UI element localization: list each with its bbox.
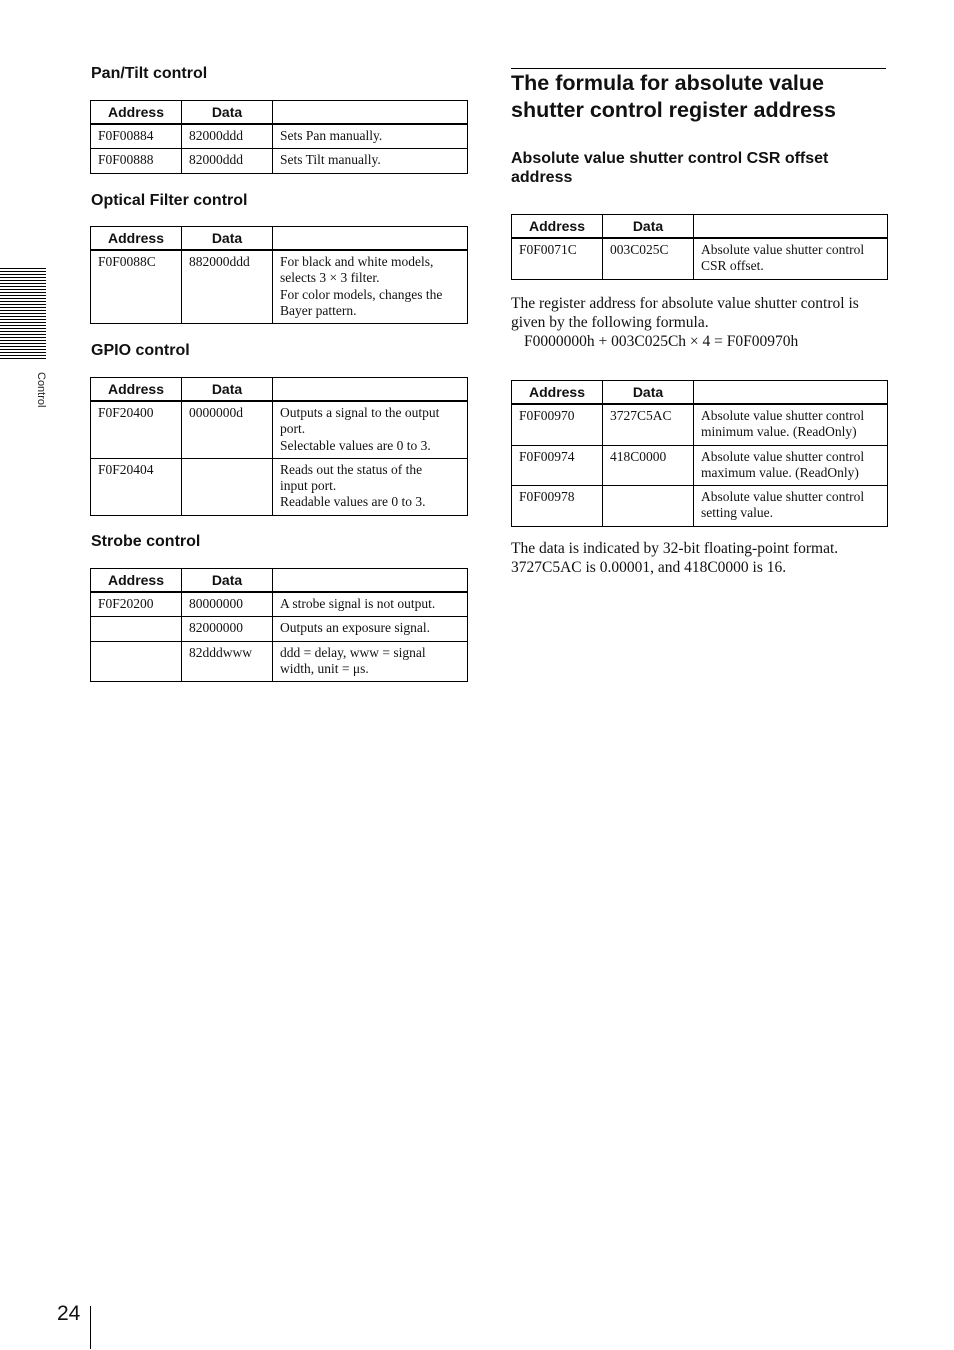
data-cell: 82000ddd (182, 149, 273, 173)
description-line: For black and white models, (280, 254, 434, 269)
data-cell: 82dddwww (182, 641, 273, 682)
column-header-data: Data (182, 101, 273, 125)
description-line: input port. (280, 478, 337, 494)
table-row (91, 641, 468, 682)
float-format-note (511, 539, 838, 577)
address-cell: F0F00888 (91, 149, 182, 173)
table-row (91, 592, 468, 617)
description-line: width, unit = μs. (280, 660, 369, 676)
description-line: Selectable values are 0 to 3. (280, 437, 431, 453)
data-cell: 3727C5AC (603, 404, 694, 445)
csr-offset-heading (511, 149, 828, 187)
address-cell: F0F00884 (91, 124, 182, 149)
column-header-description (273, 569, 468, 593)
column-header-data: Data (182, 227, 273, 251)
table-row (91, 617, 468, 641)
data-cell: 0000000d (182, 401, 273, 458)
description-line: Sets Pan manually. (280, 128, 383, 143)
description-cell (273, 250, 468, 324)
description-line: CSR offset. (701, 258, 764, 274)
column-header-description (273, 101, 468, 125)
side-tab-label: Control (35, 372, 47, 408)
title-rule (511, 68, 886, 69)
description-line: maximum value. (ReadOnly) (701, 464, 859, 480)
page-title-line: The formula for absolute value (511, 71, 824, 95)
description-line: Reads out the status of the (280, 461, 423, 477)
description-line: Absolute value shutter control (701, 242, 865, 257)
table-row (91, 458, 468, 515)
column-header-address: Address (91, 227, 182, 251)
table-row (91, 250, 468, 324)
paragraph-line: The register address for absolute value shutter control is (511, 295, 859, 312)
data-cell: 82000ddd (182, 124, 273, 149)
description-cell (273, 149, 468, 173)
data-cell: 003C025C (603, 238, 694, 279)
optical-filter-table (90, 226, 468, 324)
paragraph-line: The data is indicated by 32-bit floating-point format. (511, 540, 839, 557)
data-cell: 80000000 (182, 592, 273, 617)
description-cell (273, 592, 468, 617)
description-line: Bayer pattern. (280, 302, 357, 318)
table-row (91, 124, 468, 149)
description-line: minimum value. (ReadOnly) (701, 424, 857, 440)
description-cell (273, 617, 468, 641)
description-cell (273, 124, 468, 149)
table-row (91, 401, 468, 458)
address-cell: F0F0071C (512, 238, 603, 279)
description-cell (694, 404, 888, 445)
formula-line: F0000000h + 003C025Ch × 4 = F0F00970h (524, 333, 799, 350)
data-cell (603, 486, 694, 527)
column-header-data: Data (182, 569, 273, 593)
data-cell (182, 458, 273, 515)
column-header-address: Address (91, 101, 182, 125)
address-cell: F0F20404 (91, 458, 182, 515)
address-cell: F0F0088C (91, 250, 182, 324)
table-row (512, 404, 888, 445)
column-header-description (694, 215, 888, 239)
address-cell: F0F00974 (512, 445, 603, 486)
description-line: Sets Tilt manually. (280, 152, 381, 168)
description-line: Absolute value shutter control (701, 448, 865, 464)
column-header-data: Data (603, 215, 694, 239)
description-cell (694, 238, 888, 279)
description-line: port. (280, 421, 306, 437)
description-line: Outputs a signal to the output (280, 405, 440, 420)
column-header-address: Address (512, 215, 603, 239)
address-cell (91, 641, 182, 682)
column-header-address: Address (91, 569, 182, 593)
description-line: setting value. (701, 505, 773, 521)
table-row (512, 238, 888, 279)
description-line: selects 3 × 3 filter. (280, 270, 380, 286)
pan-tilt-heading: Pan/Tilt control (91, 65, 208, 82)
description-line: Readable values are 0 to 3. (280, 494, 426, 510)
column-header-description (273, 378, 468, 402)
description-cell (694, 486, 888, 527)
gpio-table (90, 377, 468, 516)
address-cell: F0F00970 (512, 404, 603, 445)
data-cell: 418C0000 (603, 445, 694, 486)
gpio-heading: GPIO control (91, 342, 190, 359)
description-line: Absolute value shutter control (701, 408, 865, 423)
column-header-data: Data (182, 378, 273, 402)
column-header-data: Data (603, 381, 694, 405)
data-cell: 82000000 (182, 617, 273, 641)
address-cell (91, 617, 182, 641)
page-title (511, 70, 836, 124)
description-cell (273, 641, 468, 682)
page-title-line: shutter control register address (511, 98, 836, 122)
description-line: ddd = delay, www = signal (280, 644, 426, 660)
page-number: 24 (57, 1302, 81, 1325)
address-cell: F0F20200 (91, 592, 182, 617)
description-line: Absolute value shutter control (701, 489, 865, 505)
pan-tilt-table (90, 100, 468, 174)
formula-paragraph (511, 294, 859, 351)
description-line: A strobe signal is not output. (280, 596, 436, 611)
description-cell (694, 445, 888, 486)
table-row (91, 149, 468, 173)
description-cell (273, 458, 468, 515)
shutter-register-table (511, 380, 888, 527)
column-header-description (273, 227, 468, 251)
optical-filter-heading: Optical Filter control (91, 192, 248, 209)
side-tab-bars (0, 268, 46, 360)
csr-offset-heading-line: address (511, 169, 573, 186)
address-cell: F0F20400 (91, 401, 182, 458)
csr-offset-table (511, 214, 888, 280)
data-cell: 882000ddd (182, 250, 273, 324)
column-header-address: Address (91, 378, 182, 402)
address-cell: F0F00978 (512, 486, 603, 527)
description-line: Outputs an exposure signal. (280, 620, 430, 636)
strobe-table (90, 568, 468, 682)
column-header-description (694, 381, 888, 405)
table-row (512, 445, 888, 486)
table-row (512, 486, 888, 527)
column-header-address: Address (512, 381, 603, 405)
paragraph-line: 3727C5AC is 0.00001, and 418C0000 is 16. (511, 559, 787, 576)
strobe-heading: Strobe control (91, 533, 201, 550)
paragraph-line: given by the following formula. (511, 314, 709, 331)
csr-offset-heading-line: Absolute value shutter control CSR offset (511, 150, 829, 167)
description-line: For color models, changes the (280, 286, 443, 302)
description-cell (273, 401, 468, 458)
page-number-rule (90, 1306, 91, 1349)
